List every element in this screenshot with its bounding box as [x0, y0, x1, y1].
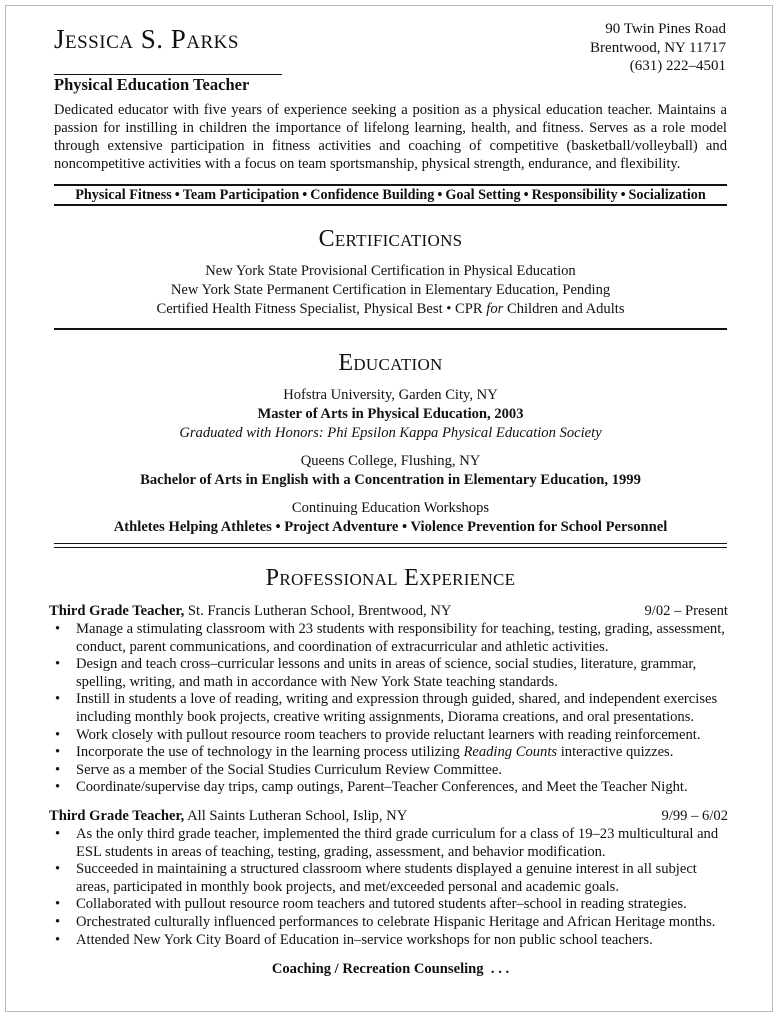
list-item: • Instill in students a love of reading, writing and expression through guided, shared, and independent exercises including monthly book projects, creative writing assignments, Diorama creations, and oral presentations.	[55, 691, 718, 725]
list-item: • Attended New York City Board of Education in–service workshops for non public school teachers.	[55, 931, 653, 948]
phone-number: (631) 222–4501	[629, 58, 726, 74]
section-divider	[54, 328, 727, 330]
certifications-list	[54, 262, 727, 319]
list-item: • Succeeded in maintaining a structured classroom where students displayed a genuine interest in all subject areas, participated in monthly book projects, and met/exceeded personal and academic goals.	[55, 861, 697, 895]
job-title: Third Grade Teacher,	[49, 808, 185, 824]
job-bullets	[49, 621, 728, 797]
job-employer: All Saints Lutheran School, Islip, NY	[184, 808, 408, 824]
job-dates: 9/02 – Present	[644, 603, 728, 619]
certification-for: for	[486, 301, 504, 317]
list-item: • As the only third grade teacher, implemented the third grade curriculum for a class of 19–23 multicultural and ESL students in areas of teaching, testing, grading, assessment, and behavior modification.	[55, 826, 719, 860]
skill-separator: •	[620, 186, 626, 203]
job-dates: 9/99 – 6/02	[661, 808, 728, 824]
list-item: • Design and teach cross–curricular lessons and units in areas of science, social studies, literature, grammar, spelling, writing, and math in accordance with New York State teaching standards.	[55, 656, 697, 690]
address-line-2: Brentwood, NY 11717	[590, 39, 726, 56]
list-item: • Coordinate/supervise day trips, camp outings, Parent–Teacher Conferences, and Meet the Teacher Night.	[55, 779, 688, 796]
skill-item: Confidence Building	[310, 186, 435, 203]
skill-item: Physical Fitness	[75, 186, 172, 203]
address-line-1: 90 Twin Pines Road	[605, 21, 726, 37]
skill-item: Team Participation	[182, 186, 300, 203]
education-list	[54, 386, 727, 537]
job-bullets	[49, 826, 728, 949]
job-header	[49, 807, 728, 826]
education-heading: Education	[338, 350, 443, 376]
certification-item	[54, 300, 727, 319]
degree: Master of Arts in Physical Education, 2003	[257, 406, 524, 422]
certification-text: Certified Health Fitness Specialist, Physical Best • CPR	[156, 301, 487, 317]
skill-separator: •	[437, 186, 443, 203]
skill-item: Goal Setting	[445, 186, 521, 203]
section-divider	[54, 543, 727, 548]
skill-separator: •	[523, 186, 529, 203]
certification-item: New York State Permanent Certification in Elementary Education, Pending	[170, 282, 611, 298]
job-employer: St. Francis Lutheran School, Brentwood, NY	[184, 603, 452, 619]
skills-bar	[54, 184, 727, 206]
list-item: • Serve as a member of the Social Studies Curriculum Review Committee.	[55, 761, 502, 778]
skill-separator: •	[302, 186, 308, 203]
certification-text: Children and Adults	[503, 301, 625, 317]
honors: Graduated with Honors: Phi Epsilon Kappa Physical Education Society	[179, 425, 602, 441]
candidate-name: Jessica S. Parks	[54, 24, 239, 54]
summary-paragraph: Dedicated educator with five years of experience seeking a position as a physical education teacher. Maintains a passion for instilling in children the importance of lifelong learning, health, and fitness. Serves as a role model through extensive participation in fitness activities and coaching of competitive (basketball/volleyball) and noncompetitive activities with a focus on team sportsmanship, physical strength, endurance, and flexibility.	[54, 102, 727, 172]
resume-header	[54, 18, 726, 94]
school-name: Queens College, Flushing, NY	[300, 453, 481, 469]
certification-item: New York State Provisional Certification in Physical Education	[205, 263, 576, 279]
skill-item: Socialization	[628, 186, 706, 203]
job-title: Physical Education Teacher	[54, 75, 250, 94]
continued-section-label: Coaching / Recreation Counseling . . .	[271, 961, 510, 977]
job-entry	[49, 602, 728, 797]
certifications-heading: Certifications	[318, 226, 463, 252]
workshops-list: Athletes Helping Athletes • Project Adventure • Violence Prevention for School Personnel	[113, 519, 668, 535]
job-header	[49, 602, 728, 621]
skill-separator: •	[174, 186, 180, 203]
experience-heading: Professional Experience	[265, 565, 516, 591]
skill-item: Responsibility	[531, 186, 618, 203]
job-entry	[49, 807, 728, 949]
job-title: Third Grade Teacher,	[49, 603, 185, 619]
list-item: • Manage a stimulating classroom with 23 students with responsibility for teaching, testing, grading, assessment, conduct, parent communications, and coordination of extracurricular and athletic activities.	[55, 621, 725, 655]
list-item: • Incorporate the use of technology in the learning process utilizing Reading Counts interactive quizzes.	[55, 744, 674, 761]
school-name: Hofstra University, Garden City, NY	[283, 387, 498, 403]
degree: Bachelor of Arts in English with a Concentration in Elementary Education, 1999	[140, 472, 641, 488]
list-item: • Collaborated with pullout resource room teachers and tutored students after–school in reading strategies.	[55, 896, 687, 913]
contact-info	[590, 20, 726, 76]
list-item: • Orchestrated culturally influenced performances to celebrate Hispanic Heritage and African Heritage months.	[55, 913, 716, 930]
list-item: • Work closely with pullout resource room teachers to provide reluctant learners with reading reinforcement.	[55, 726, 701, 743]
workshops-label: Continuing Education Workshops	[291, 500, 490, 516]
